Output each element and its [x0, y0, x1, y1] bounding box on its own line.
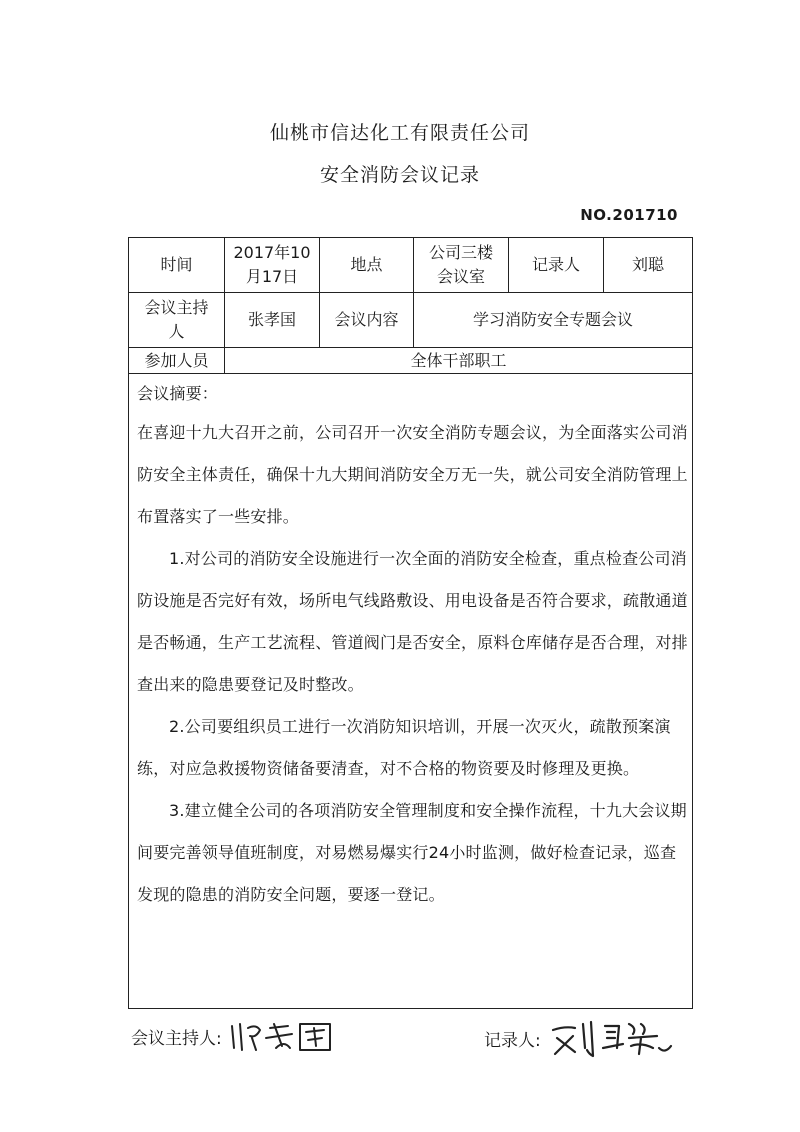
- attendees-label: 参加人员: [129, 348, 225, 374]
- document-title: 安全消防会议记录: [319, 164, 480, 186]
- recorder-value: 刘聪: [604, 238, 692, 293]
- host-label: 会议主持人: [129, 293, 225, 348]
- attendees-value: 全体干部职工: [225, 348, 692, 374]
- place-value: 公司三楼会议室: [414, 238, 509, 293]
- meeting-summary: [137, 376, 689, 916]
- recorder-signature-label: 记录人:: [484, 1030, 541, 1051]
- time-label: 时间: [129, 238, 225, 293]
- host-value: 张孝国: [225, 293, 320, 348]
- summary-item-1: 1.对公司的消防安全设施进行一次全面的消防安全检查，重点检查公司消防设施是否完好有效，场所电气线路敷设、用电设备是否符合要求，疏散通道是否畅通，生产工艺流程、管道阀门是否安全，原料仓库储存是否合理，对排查出来的隐患要登记及时整改。: [137, 549, 688, 694]
- content-value: 学习消防安全专题会议: [414, 293, 692, 348]
- recorder-signature-line: [484, 1018, 675, 1058]
- summary-item-2: 2.公司要组织员工进行一次消防知识培训，开展一次灭火，疏散预案演练，对应急救援物资储备要清查，对不合格的物资要及时修理及更换。: [137, 717, 671, 778]
- time-value: 2017年10月17日: [225, 238, 320, 293]
- meeting-record-table: [128, 237, 693, 1009]
- recorder-label: 记录人: [509, 238, 604, 293]
- host-handwritten-signature: [226, 1018, 346, 1054]
- recorder-handwritten-signature: [545, 1018, 675, 1058]
- host-signature-line: [131, 1018, 346, 1054]
- place-label: 地点: [320, 238, 414, 293]
- document-number: NO.201710: [580, 206, 678, 224]
- summary-label: 会议摘要：: [137, 384, 219, 403]
- company-name: 仙桃市信达化工有限责任公司: [269, 122, 530, 144]
- content-label: 会议内容: [320, 293, 414, 348]
- host-signature-label: 会议主持人:: [131, 1028, 222, 1049]
- summary-item-3: 3.建立健全公司的各项消防安全管理制度和安全操作流程，十九大会议期间要完善领导值班制度，对易燃易爆实行24小时监测，做好检查记录，巡查发现的隐患的消防安全问题，要逐一登记。: [137, 801, 687, 904]
- summary-intro: 在喜迎十九大召开之前，公司召开一次安全消防专题会议，为全面落实公司消防安全主体责任，确保十九大期间消防安全万无一失，就公司安全消防管理上布置落实了一些安排。: [137, 423, 688, 526]
